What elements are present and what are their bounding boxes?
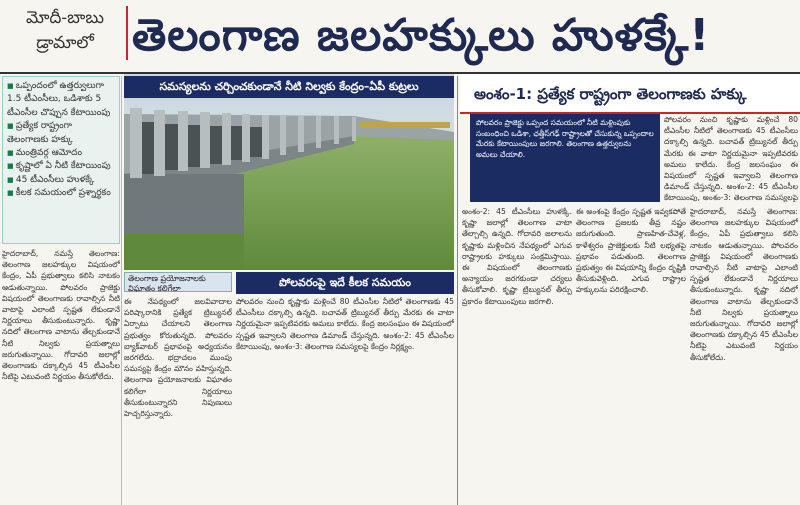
bullet-box	[2, 76, 120, 244]
dam-illustration	[124, 74, 454, 270]
column-divider	[457, 76, 458, 505]
bullet-item: ■ 45 టీఎంసీలు హుళక్కే	[7, 174, 116, 187]
bullet-item: ■ ఒప్పందంలో ఉత్తర్వులుగా 1.5 టీఎంసీలు, ఒడిశాకు 5 టీఎంసీల చొప్పున కేటాయింపు	[7, 80, 116, 120]
column-divider	[121, 76, 122, 505]
bullet-item: ■ ప్రత్యేక రాష్ట్రంగా తెలంగాణకు హక్కు	[7, 120, 116, 147]
section-heading: అంశం-1: ప్రత్యేక రాష్ట్రంగా తెలంగాణకు హక్కు	[460, 74, 800, 114]
body-column-5: ఈ అంశంపై కేంద్రం స్పష్టత ఇవ్వకపోతే తెలంగాణ ప్రజలకు తీవ్ర నష్టం జరుగుతుంది. ప్రాణహిత-చేవెళ్ల, కాళేశ్వరం ప్రాజెక్టులకు నీటి లభ్యతపై ప్రభావం పడుతుంది. తెలంగాణ ప్రభుత్వం ఈ విషయాన్ని కేంద్రం దృష్టికి తీసుకువెళ్లింది. ఎగువ రాష్ట్రాల హక్కులను పరిరక్షించాలి.	[576, 207, 686, 295]
photo-caption: సమస్యలను చర్చించకుండానే నీటి నిల్వకు కేంద్రం–ఏపీ కుట్రలు	[124, 76, 454, 98]
bullet-item: ■ కీలక సమయంలో ప్రశ్నార్థకం	[7, 187, 116, 200]
body-column-4: అంశం-2: 45 టీఎంసీలు హుళక్కే. కృష్ణా జలాల్లో తెలంగాణ వాటా తేల్చాల్సి ఉన్నది. గోదావరి జలాలను కృష్ణాకు మళ్లించిన నేపథ్యంలో ఎగువ రాష్ట్రాలకు హక్కులు సంక్రమిస్తాయి. ఈ విషయంలో తెలంగాణకు అన్యాయం జరగకుండా చర్యలు తీసుకోవాలి. కృష్ణా ట్రిబ్యునల్ తీర్పు ప్రకారం కేటాయింపులు జరగాలి.	[462, 207, 572, 306]
body-column-7: హైదరాబాద్, నమస్తే తెలంగాణ: తెలంగాణ జలహక్కుల విషయంలో కేంద్రం, ఏపీ ప్రభుత్వాలు కలిసి నాటకం ఆడుతున్నాయి. పోలవరం ప్రాజెక్టు విషయంలో తెలంగాణకు రావాల్సిన నీటి వాటాపై ఎలాంటి స్పష్టత లేకుండానే నిర్ణయాలు తీసుకుంటున్నారు. కృష్ణా నదిలో తెలంగాణ వాటాను తేల్చకుండానే నీటి నిల్వకు ప్రయత్నాలు జరుగుతున్నాయి. గోదావరి జలాల్లో తెలంగాణకు దక్కాల్సిన 45 టీఎంసీల నీటిపై ఎటువంటి నిర్ణయం తీసుకోలేదు.	[690, 207, 798, 362]
subheading-polavaram: పోలవరంపై ఇదే కీలక సమయం	[236, 272, 454, 294]
body-column-2: ఈ నేపథ్యంలో జలవివాదాల పరిష్కారానికి ప్రత్యేక ట్రిబ్యునల్ ఏర్పాటు చేయాలని తెలంగాణ ప్రభుత్వం కోరుతున్నది. పోలవరం బ్యాక్‌వాటర్ ప్రభావంపై అధ్యయనం జరగలేదు. భద్రాచలం ముంపు సమస్యపై కేంద్రం మౌనం వహిస్తున్నది. తెలంగాణ ప్రయోజనాలకు విఘాతం కలిగేలా నిర్ణయాలు తీసుకుంటున్నారని నిపుణులు హెచ్చరిస్తున్నారు.	[124, 297, 232, 419]
bullet-item: ■ మంత్రివర్గ ఆమోదం	[7, 147, 116, 160]
bullet-item: ■ కృష్ణాలో ఏ నీటి కేటాయింపు	[7, 160, 116, 173]
info-panel: పోలవరం ప్రాజెక్టు ఒప్పంద సమయంలో నీటి మళ్లింపుకు సంబంధించి ఒడిశా, ఛత్తీస్‌గఢ్ రాష్ట్రాలతో చేసుకున్న ఒప్పందాల మేరకు కేటాయింపులు జరగాలి. తెలంగాణ ఉత్తర్వులను అమలు చేయాలి.	[470, 114, 660, 202]
dam-photo	[124, 74, 454, 270]
kicker: మోదీ-బాబు డ్రామాలో	[4, 6, 128, 60]
body-column-1: హైదరాబాద్, నమస్తే తెలంగాణ: తెలంగాణ జలహక్కుల విషయంలో కేంద్రం, ఏపీ ప్రభుత్వాలు కలిసి నాటకం ఆడుతున్నాయి. పోలవరం ప్రాజెక్టు విషయంలో తెలంగాణకు రావాల్సిన నీటి వాటాపై ఎలాంటి స్పష్టత లేకుండానే నిర్ణయాలు తీసుకుంటున్నారు. కృష్ణా నదిలో తెలంగాణ వాటాను తేల్చకుండానే నీటి నిల్వకు ప్రయత్నాలు జరుగుతున్నాయి. గోదావరి జలాల్లో తెలంగాణకు దక్కాల్సిన 45 టీఎంసీల నీటిపై ఎటువంటి నిర్ణయం తీసుకోలేదు.	[2, 249, 120, 382]
body-column-3: పోలవరం నుంచి కృష్ణాకు మళ్లించే 80 టీఎంసీల నీటిలో తెలంగాణకు 45 టీఎంసీలు దక్కాల్సి ఉన్నది. బచావత్ ట్రిబ్యునల్ తీర్పు మేరకు ఈ వాటా నిర్ణయమైనా ఇప్పటివరకు అమలు కాలేదు. కేంద్ర జలసంఘం ఈ విషయంలో స్పష్టత ఇవ్వాలని తెలంగాణ డిమాండ్ చేస్తున్నది. అంశం-2: 45 టీఎంసీల కేటాయింపు, అంశం-3: తెలంగాణ సమస్యలపై కేంద్రం నిర్లక్ష్యం.	[236, 297, 454, 351]
headline: తెలంగాణ జలహక్కులు హుళక్కే!	[132, 10, 711, 61]
chevron-label: తెలంగాణ ప్రయోజనాలకు విఘాతం కలిగేలా	[124, 272, 232, 292]
body-column-6: పోలవరం నుంచి కృష్ణాకు మళ్లించే 80 టీఎంసీల నీటిలో తెలంగాణకు 45 టీఎంసీలు దక్కాల్సి ఉన్నది. బచావత్ ట్రిబ్యునల్ తీర్పు మేరకు ఈ వాటా నిర్ణయమైనా ఇప్పటివరకు అమలు కాలేదు. కేంద్ర జలసంఘం ఈ విషయంలో స్పష్టత ఇవ్వాలని తెలంగాణ డిమాండ్ చేస్తున్నది. అంశం-2: 45 టీఎంసీల కేటాయింపు, అంశం-3: తెలంగాణ సమస్యలపై	[664, 115, 798, 202]
